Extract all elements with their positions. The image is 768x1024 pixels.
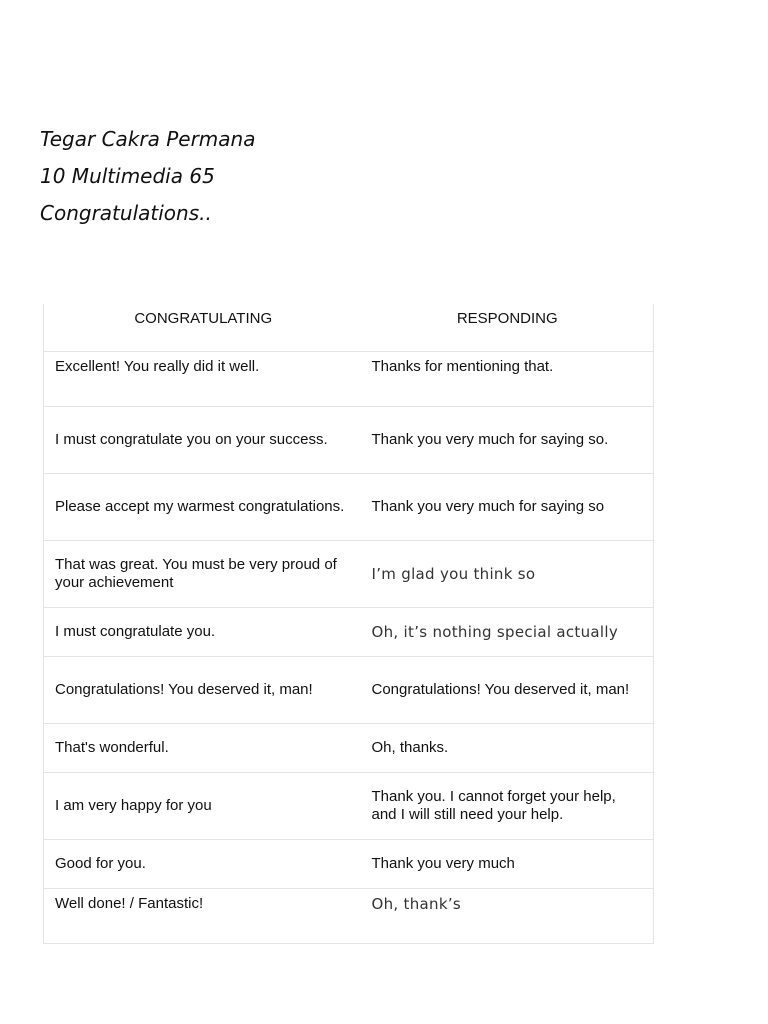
congratulating-cell: Good for you. [44, 840, 362, 889]
responding-cell: Oh, thank’s [362, 889, 654, 944]
congratulating-cell: I must congratulate you. [44, 608, 362, 657]
table-row [44, 657, 654, 724]
congratulating-cell: Please accept my warmest congratulations. [44, 474, 362, 541]
table-row [44, 407, 654, 474]
congratulating-cell: Congratulations! You deserved it, man! [44, 657, 362, 724]
responding-cell: Oh, it’s nothing special actually [362, 608, 654, 657]
congratulating-cell: I must congratulate you on your success. [44, 407, 362, 474]
table-row [44, 889, 654, 944]
column-header-responding: RESPONDING [362, 304, 654, 352]
class-label: 10 Multimedia 65 [40, 164, 215, 188]
congratulating-cell: I am very happy for you [44, 773, 362, 840]
table-row [44, 474, 654, 541]
table-header-row [44, 304, 654, 352]
responding-cell: I’m glad you think so [362, 541, 654, 608]
responding-cell: Thank you very much for saying so [362, 474, 654, 541]
author-name: Tegar Cakra Permana [40, 127, 256, 151]
topic-title: Congratulations.. [40, 201, 212, 225]
table-row [44, 541, 654, 608]
responding-cell: Thanks for mentioning that. [362, 352, 654, 407]
congratulating-cell: Well done! / Fantastic! [44, 889, 362, 944]
responding-cell: Thank you. I cannot forget your help, and I will still need your help. [362, 773, 654, 840]
responding-cell: Thank you very much for saying so. [362, 407, 654, 474]
table-row [44, 724, 654, 773]
column-header-congratulating: CONGRATULATING [44, 304, 362, 352]
table-row [44, 773, 654, 840]
congratulating-cell: Excellent! You really did it well. [44, 352, 362, 407]
table-row [44, 840, 654, 889]
responding-cell: Thank you very much [362, 840, 654, 889]
congratulating-cell: That's wonderful. [44, 724, 362, 773]
responding-cell: Oh, thanks. [362, 724, 654, 773]
table-row [44, 608, 654, 657]
expressions-table [43, 304, 654, 944]
table-row [44, 352, 654, 407]
congratulating-cell: That was great. You must be very proud of your achievement [44, 541, 362, 608]
responding-cell: Congratulations! You deserved it, man! [362, 657, 654, 724]
